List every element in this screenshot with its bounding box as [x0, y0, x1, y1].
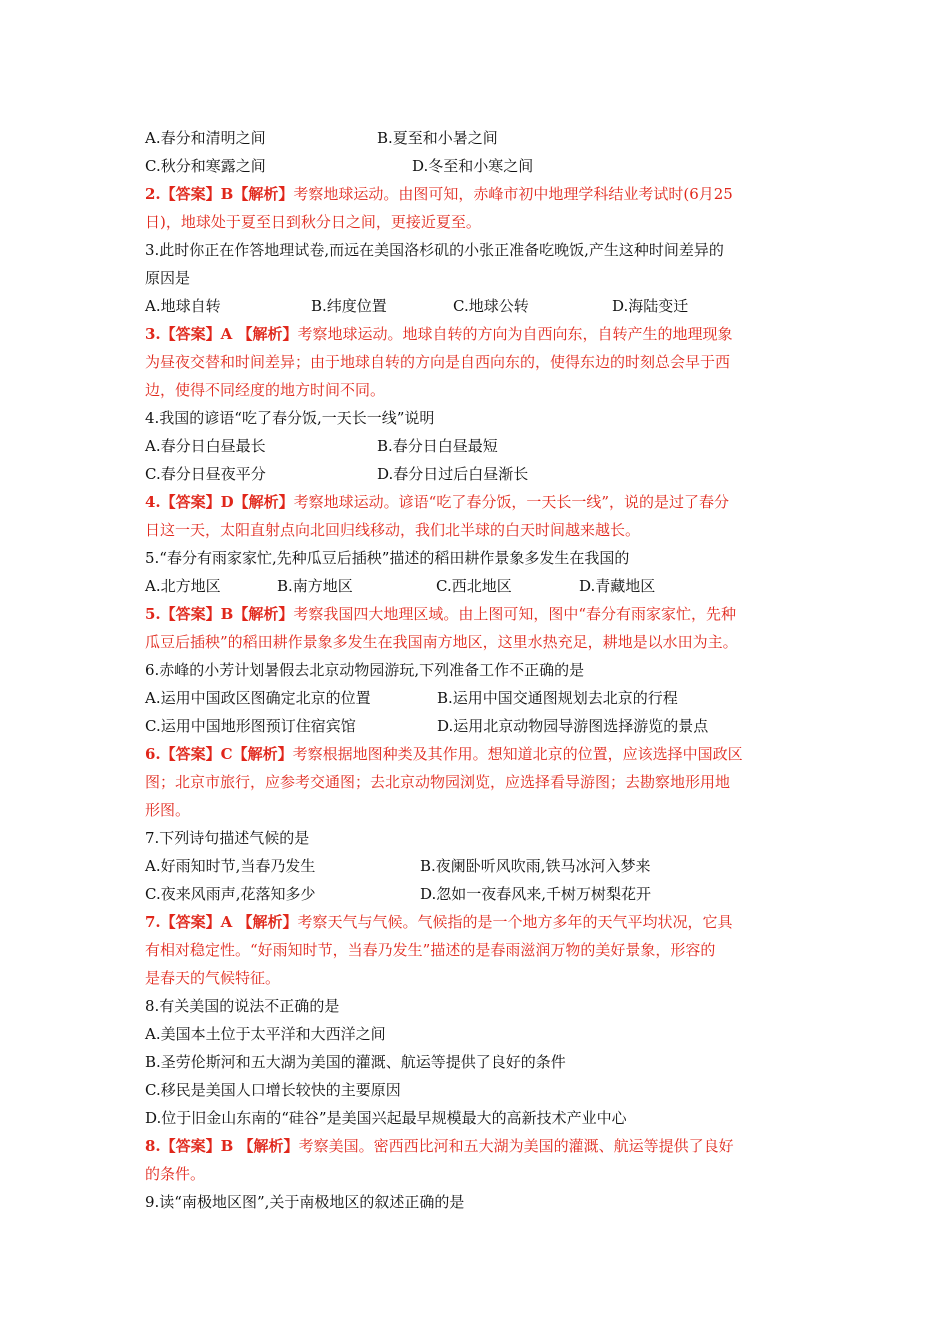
q4-option-c: C.春分日昼夜平分 [145, 465, 266, 483]
question-4-line-1: 4.我国的谚语“吃了春分饭,一天长一线”说明 [145, 409, 435, 427]
answer-5-line-2 [145, 628, 810, 656]
q8-option-b: B.圣劳伦斯河和五大湖为美国的灌溉、航运等提供了良好的条件 [145, 1053, 566, 1071]
answer-4-text-2: 日这一天，太阳直射点向北回归线移动，我们北半球的白天时间越来越长。 [145, 521, 641, 539]
document-page [145, 124, 810, 1216]
question-3-line-1: 3.此时你正在作答地理试卷,而远在美国洛杉矶的小张正准备吃晚饭,产生这种时间差异的 [145, 241, 724, 259]
q1-option-c: C.秋分和寒露之间 [145, 157, 266, 175]
answer-4-text-1: 考察地球运动。谚语“吃了春分饭，一天长一线”，说的是过了春分 [293, 493, 730, 511]
q6-option-a: A.运用中国政区图确定北京的位置 [145, 689, 371, 707]
answer-7-text-2: 有相对稳定性。“好雨知时节，当春乃发生”描述的是春雨滋润万物的美好景象，形容的 [145, 941, 716, 959]
answer-3-text-3: 边，使得不同经度的地方时间不同。 [145, 381, 386, 399]
q7-options-row-1 [145, 852, 810, 880]
answer-5-text-2: 瓜豆后插秧”的稻田耕作景象多发生在我国南方地区，这里水热充足，耕地是以水田为主。 [145, 633, 738, 651]
answer-3-text-2: 为昼夜交替和时间差异；由于地球自转的方向是自西向东的，使得东边的时刻总会早于西 [145, 353, 731, 371]
q4-options-row-2 [145, 460, 810, 488]
answer-6-line-2 [145, 768, 810, 796]
answer-8-text-1: 考察美国。密西西比河和五大湖为美国的灌溉、航运等提供了良好 [298, 1137, 734, 1155]
answer-6-line-3 [145, 796, 810, 824]
answer-3-line-3 [145, 376, 810, 404]
q7-option-a: A.好雨知时节,当春乃发生 [145, 857, 316, 875]
q6-option-b: B.运用中国交通图规划去北京的行程 [437, 689, 678, 707]
answer-2-label: 2.【答案】B【解析】 [145, 185, 294, 203]
q3-option-a: A.地球自转 [145, 297, 221, 315]
q5-option-c: C.西北地区 [436, 577, 512, 595]
answer-4-label: 4.【答案】D【解析】 [145, 493, 294, 511]
answer-6-text-2: 图；北京市旅行，应参考交通图；去北京动物园浏览，应选择看导游图；去勘察地形用地 [145, 773, 731, 791]
answer-3-text-1: 考察地球运动。地球自转的方向为自西向东，自转产生的地理现象 [297, 325, 733, 343]
q3-options-row [145, 292, 810, 320]
q6-option-c: C.运用中国地形图预订住宿宾馆 [145, 717, 356, 735]
answer-4-line-2 [145, 516, 810, 544]
question-3-line-2: 原因是 [145, 269, 191, 287]
answer-6-line-1 [145, 740, 810, 768]
q7-option-c: C.夜来风雨声,花落知多少 [145, 885, 316, 903]
question-6-line-1: 6.赤峰的小芳计划暑假去北京动物园游玩,下列准备工作不正确的是 [145, 661, 585, 679]
answer-6-text-3: 形图。 [145, 801, 191, 819]
answer-4-line-1 [145, 488, 810, 516]
q6-options-row-2 [145, 712, 810, 740]
q5-options-row [145, 572, 810, 600]
q4-option-b: B.春分日白昼最短 [377, 437, 498, 455]
answer-8-line-2 [145, 1160, 810, 1188]
answer-7-label: 7.【答案】A 【解析】 [145, 913, 298, 931]
q8-option-d: D.位于旧金山东南的“硅谷”是美国兴起最早规模最大的高新技术产业中心 [145, 1109, 627, 1127]
answer-6-label: 6.【答案】C【解析】 [145, 745, 293, 763]
question-8-line-1: 8.有关美国的说法不正确的是 [145, 997, 340, 1015]
answer-2-text-1: 考察地球运动。由图可知，赤峰市初中地理学科结业考试时(6月25 [293, 185, 733, 203]
q6-options-row-1 [145, 684, 810, 712]
q1-option-d: D.冬至和小寒之间 [412, 157, 534, 175]
answer-8-text-2: 的条件。 [145, 1165, 206, 1183]
answer-7-line-2 [145, 936, 810, 964]
q4-options-row-1 [145, 432, 810, 460]
answer-7-text-3: 是春天的气候特征。 [145, 969, 281, 987]
answer-5-line-1 [145, 600, 810, 628]
q8-option-c: C.移民是美国人口增长较快的主要原因 [145, 1081, 401, 1099]
answer-2-text-2: 日)，地球处于夏至日到秋分日之间，更接近夏至。 [145, 213, 481, 231]
answer-2-line-2 [145, 208, 810, 236]
answer-7-line-3 [145, 964, 810, 992]
q5-option-a: A.北方地区 [145, 577, 221, 595]
answer-8-line-1 [145, 1132, 810, 1160]
q4-option-d: D.春分日过后白昼渐长 [377, 465, 529, 483]
answer-6-text-1: 考察根据地图种类及其作用。想知道北京的位置，应该选择中国政区 [292, 745, 743, 763]
answer-5-label: 5.【答案】B【解析】 [145, 605, 294, 623]
q1-option-b: B.夏至和小暑之间 [377, 129, 498, 147]
q1-option-a: A.春分和清明之间 [145, 129, 266, 147]
question-7-line-1: 7.下列诗句描述气候的是 [145, 829, 310, 847]
q4-option-a: A.春分日白昼最长 [145, 437, 266, 455]
q5-option-b: B.南方地区 [277, 577, 353, 595]
q3-option-d: D.海陆变迁 [612, 297, 689, 315]
answer-5-text-1: 考察我国四大地理区域。由上图可知，图中“春分有雨家家忙，先种 [293, 605, 737, 623]
answer-8-label: 8.【答案】B 【解析】 [145, 1137, 299, 1155]
q6-option-d: D.运用北京动物园导游图选择游览的景点 [437, 717, 709, 735]
answer-3-line-1 [145, 320, 810, 348]
answer-3-label: 3.【答案】A 【解析】 [145, 325, 298, 343]
q7-options-row-2 [145, 880, 810, 908]
q7-option-d: D.忽如一夜春风来,千树万树梨花开 [420, 885, 652, 903]
q3-option-b: B.纬度位置 [311, 297, 387, 315]
q7-option-b: B.夜阑卧听风吹雨,铁马冰河入梦来 [420, 857, 651, 875]
question-5-line-1: 5.“春分有雨家家忙,先种瓜豆后插秧”描述的稻田耕作景象多发生在我国的 [145, 549, 630, 567]
answer-3-line-2 [145, 348, 810, 376]
q8-option-a: A.美国本土位于太平洋和大西洋之间 [145, 1025, 386, 1043]
answer-7-text-1: 考察天气与气候。气候指的是一个地方多年的天气平均状况，它具 [297, 913, 733, 931]
q3-option-c: C.地球公转 [453, 297, 529, 315]
answer-2-line-1 [145, 180, 810, 208]
q5-option-d: D.青藏地区 [579, 577, 656, 595]
q1-options-row-1 [145, 124, 810, 152]
q1-options-row-2 [145, 152, 810, 180]
question-9-line-1: 9.读“南极地区图”,关于南极地区的叙述正确的是 [145, 1193, 465, 1211]
answer-7-line-1 [145, 908, 810, 936]
